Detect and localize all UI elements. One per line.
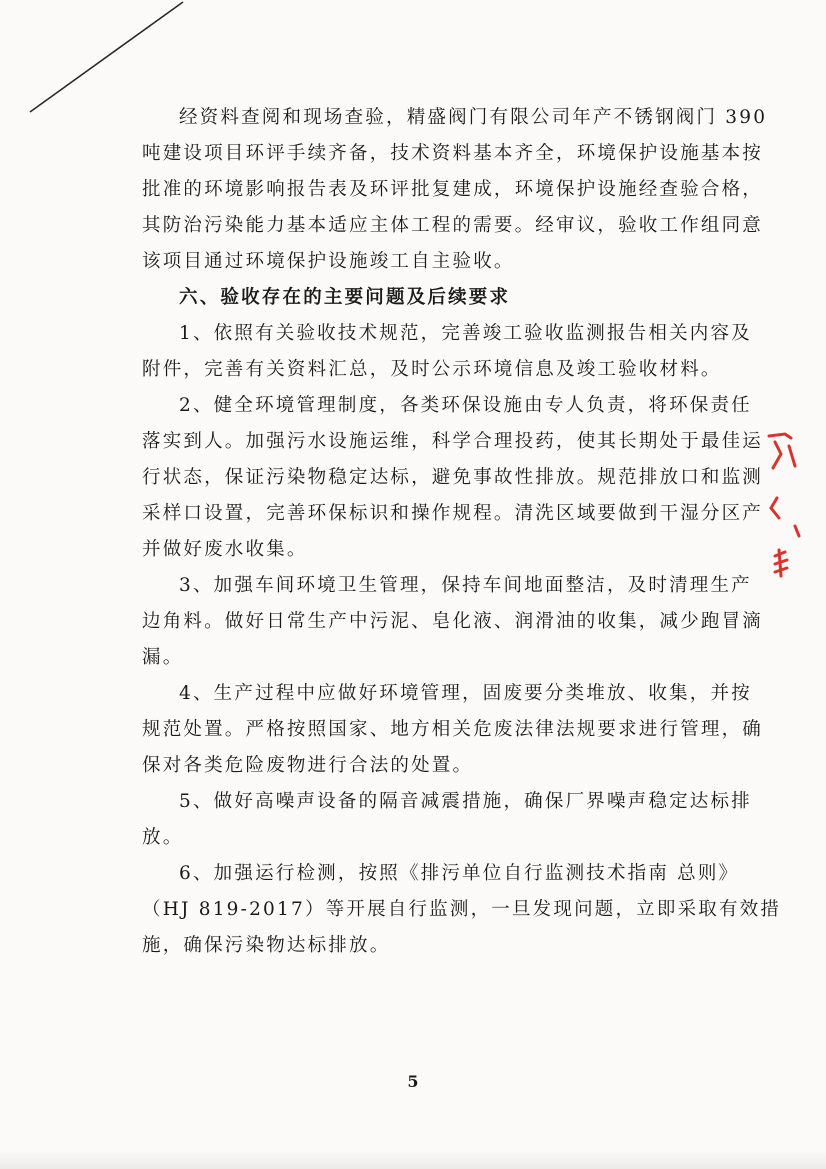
text-line: 施，确保污染物达标排放。 xyxy=(142,935,391,956)
text-line: 附件，完善有关资料汇总，及时公示环境信息及竣工验收材料。 xyxy=(142,359,722,380)
requirement-item-2 xyxy=(142,388,764,568)
requirement-item-6 xyxy=(142,856,782,964)
requirement-item-3 xyxy=(142,568,764,676)
text-line: 3、加强车间环境卫生管理，保持车间地面整洁，及时清理生产 xyxy=(179,575,752,596)
text-line: 漏。 xyxy=(142,647,184,668)
page-bottom-edge xyxy=(0,1150,826,1169)
text-line: 吨建设项目环评手续齐备，技术资料基本齐全，环境保护设施基本按 xyxy=(142,143,764,164)
section-heading xyxy=(142,280,688,316)
text-line: 其防治污染能力基本适应主体工程的需要。经审议，验收工作组同意 xyxy=(142,215,764,236)
requirement-item-5 xyxy=(142,784,752,856)
text-line: 4、生产过程中应做好环境管理，固废要分类堆放、收集，并按 xyxy=(179,683,752,704)
text-line: 采样口设置，完善环保标识和操作规程。清洗区域要做到干湿分区产 xyxy=(142,503,764,524)
text-line: 保对各类危险废物进行合法的处置。 xyxy=(142,755,474,776)
requirement-item-4 xyxy=(142,676,764,784)
text-line: 5、做好高噪声设备的隔音减震措施，确保厂界噪声稳定达标排 xyxy=(179,791,752,812)
page-number: 5 xyxy=(407,1072,419,1091)
text-line: 落实到人。加强污水设施运维，科学合理投药，使其长期处于最佳运 xyxy=(142,431,764,452)
text-line: 经资料查阅和现场查验，精盛阀门有限公司年产不锈钢阀门 390 xyxy=(179,107,768,128)
text-line: 2、健全环境管理制度，各类环保设施由专人负责，将环保责任 xyxy=(179,395,752,416)
requirement-item-1 xyxy=(142,316,752,388)
text-line: 6、加强运行检测，按照《排污单位自行监测技术指南 总则》 xyxy=(179,863,740,884)
paragraph-acceptance-conclusion xyxy=(142,100,768,280)
document-body xyxy=(142,100,782,964)
text-line: 批准的环境影响报告表及环评批复建成，环境保护设施经查验合格， xyxy=(142,179,764,200)
text-line: 并做好废水收集。 xyxy=(142,539,308,560)
text-line: 该项目通过环境保护设施竣工自主验收。 xyxy=(142,251,515,272)
text-line: 边角料。做好日常生产中污泥、皂化液、润滑油的收集，减少跑冒滴 xyxy=(142,611,764,632)
text-line: 1、依照有关验收技术规范，完善竣工验收监测报告相关内容及 xyxy=(179,323,752,344)
text-line: 放。 xyxy=(142,827,184,848)
text-line: （HJ 819-2017）等开展自行监测，一旦发现问题，立即采取有效措 xyxy=(142,899,782,920)
text-line: 规范处置。严格按照国家、地方相关危废法律法规要求进行管理，确 xyxy=(142,719,764,740)
seal-stamp-fragment xyxy=(765,430,805,590)
text-line: 行状态，保证污染物稳定达标，避免事故性排放。规范排放口和监测 xyxy=(142,467,764,488)
heading-text: 六、验收存在的主要问题及后续要求 xyxy=(179,287,511,308)
